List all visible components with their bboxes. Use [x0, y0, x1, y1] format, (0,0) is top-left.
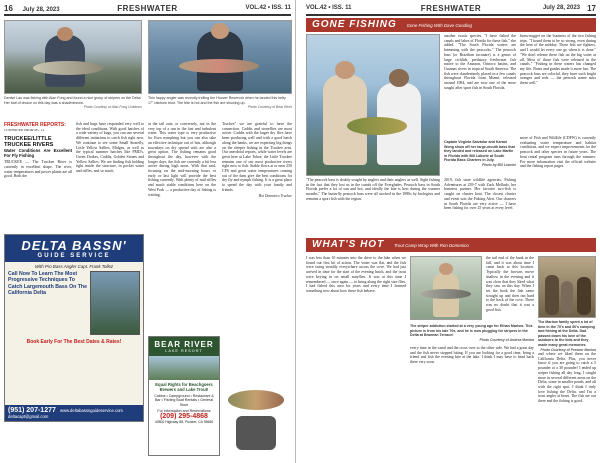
article-column-2	[444, 178, 516, 234]
bass-fish	[347, 117, 407, 135]
article-column-4	[520, 136, 596, 234]
article-text: Truckee" we are grateful to have the connection. Caddis and stoneflies are most active. Caddis with the larger dry flies have been producing well and with a good hatch along the banks, we are expecting big things on the sleeper fishing in the Truckee area. Our anecdotal reports, while water levels are great here at Lake Tahoe, the Little Truckee remains one of our most productive rivers right now to fish. Stable flows at or near 250 CFS and great water temperatures coming out of the dam give the best conditions for dry fly and nymph fishing. It is a great place to spend the day with your family and friends.	[222, 122, 292, 192]
truckee-heading: TRUCKEE/LITTLE TRUCKEE RIVERS	[4, 135, 54, 148]
banner-subtitle: Trout Camp Wrap With Ron Domenico	[393, 243, 469, 248]
caption-text: This happy angler was recently trolling the Hoover Reservoir when he landed this hefty 17" rainbow trout. The bite is hot and the fish are showing up.	[148, 96, 286, 105]
article-column-1	[444, 34, 516, 138]
family-member-3	[577, 277, 591, 315]
article-text: every time in the canal and the cross over to the other side. We had a great day and the fish never stopped biting. If you are looking for a good time, bring a friend and fish the evening bite at the lake. I think I may have to head back there very soon.	[410, 346, 534, 365]
ad-phone[interactable]: (951) 207-1277	[8, 407, 56, 414]
ad-website[interactable]: www.deltabassnguideservice.com	[60, 408, 123, 413]
header-rule	[306, 14, 596, 16]
photo-angler-striper	[4, 20, 142, 94]
ad-line-1: Equal Rights for Beachgoers	[155, 382, 213, 387]
rainbow-trout-fish	[179, 59, 259, 73]
photo-credit: Photo by Bill Laborie	[482, 162, 516, 167]
photo-young-angler	[410, 256, 482, 320]
article-text: the tail end of the bank in the fall, and it was about time I came back to this location. Typically the browns move shallow in the evening and it was clear that they liked what they saw on this day. When I set the hook the fish came straight up and then ran hard to the back of the cove. There was no doubt that it was a good fish.	[486, 256, 534, 312]
photo-marlow-family	[538, 256, 596, 318]
angler-head	[57, 27, 73, 41]
photo-credit: Photo Courtesy of Andrea Marlow	[479, 337, 534, 342]
hot-column-4	[538, 352, 596, 456]
issue-date: July 28, 2023	[542, 5, 580, 11]
angler-head-2	[389, 69, 409, 87]
article-text: at the tail outs, or conversely, not in the very top of a run in the fast and turbulent water. This water type is very productive for Euro nymphing but you can also take an effective technique out of bits, although nowadays on dry spread with are also a great option. The fishing remains good throughout the day, however with the longer days, the fish are currently a bit less active during high noon. With that said, focusing on the mid-morning hours or early or last light will provide the best fishing currently. With plenty of mid riffles and much stable conditions here on the West Fork — a productive day of fishing is waiting.	[148, 122, 216, 197]
photo-caption-1	[4, 96, 142, 110]
caption-text: The striper addiction started at a very young age for Ethan Marlow. This picture is from his late 70s, and he is now plugging for stripers in the Delta at Brannan Terrace!	[410, 324, 533, 338]
right-page-header	[306, 4, 596, 14]
ad-logo-block	[149, 337, 219, 356]
ad-address: 40800 Highway 88, Pioneer, CA 95666	[154, 420, 214, 425]
left-page-header	[4, 4, 291, 14]
article-text: more of Fish and Wildlife (CDFW) is currently evaluating water temperature and habitat conditions, and we expect improvements for the peacock and other species in future years. The boat rental program runs through the summer. For more information visit the official website and the fishing report pages.	[520, 136, 596, 169]
ad-line-3: Cabins • Campground • Restaurant & Bar • Fishing Boat Rentals • General Store	[154, 394, 214, 407]
caption-text: Captain Virginia Salvador and Karani Wong show off her large-mouth bass that they landed and released on Lake Martin in Florida with Bill Laborie at South Florida Bass Charters in July.	[444, 140, 515, 163]
ad-phone[interactable]: (209) 295-4868	[160, 413, 208, 421]
article-column-4	[222, 122, 292, 332]
photo-caption-top	[444, 140, 516, 168]
ad-logo-sub: LAKE RESORT	[165, 349, 203, 353]
article-text: 2019, fish state wildlife agencies, Fishing Adventures at 239-7 with Zack Mellado, her business partner. Her favorite two-fish is caught on charter boat. The closest charter and event was the Fishing Alert. Our charters in South Florida are very active — I have been fishing for over 25 years at every level.	[444, 178, 516, 211]
banner-title: WHAT'S HOT	[312, 239, 385, 250]
ad-photo-bass	[90, 271, 140, 335]
masthead: FRESHWATER	[117, 4, 178, 13]
hot-column-1	[306, 256, 406, 456]
bear-river-ad[interactable]	[148, 336, 220, 456]
right-page	[302, 0, 600, 463]
ad-subtitle: GUIDE SERVICE	[37, 253, 111, 259]
photo-rainbow-trout	[148, 20, 292, 94]
volume: VOL.42 • ISS. 11	[306, 5, 352, 11]
child-head	[439, 263, 453, 275]
left-page	[0, 0, 296, 463]
banner-title: GONE FISHING	[312, 19, 397, 30]
ad-line-2: Brewers and Lake Trout!	[159, 387, 209, 392]
angler-head-1	[335, 61, 355, 79]
ad-cta: Book Early For The Best Dates & Rates!	[26, 339, 122, 345]
header-rule	[4, 14, 291, 16]
ad-email[interactable]: deltacapt@gmail.com	[8, 414, 49, 419]
photo-credit: Photo Courtesy of Alan Fong Outdoors	[83, 105, 142, 110]
delta-bassn-ad[interactable]	[4, 234, 144, 422]
page-number: 17	[587, 4, 596, 13]
gone-fishing-banner	[306, 18, 596, 32]
photo-peacock-bass-anglers	[306, 34, 440, 176]
whats-hot-banner	[306, 238, 596, 252]
caption-text: The Marlow family spent a lot of time in the 70's and 80's camping and fishing at the Delta. Dad passed down his love of the outdoors to the kids and they made many great memories.	[538, 320, 595, 347]
truckee-subheading: Water Conditions Are Excellent For Fly Fishing	[4, 148, 72, 159]
article-text: "The peacock bass is doubly sought by anglers and their anglers as well. Sight fishing in the fact that they lost us in the canals off the Everglades. Peacock bass in South Florida prefer a lot of sun and hot, and ideally the bite is best during the warmer months." The butterfly peacock bass were all stocked in the 1980s by biologists and remains a sport fish with the region.	[306, 178, 440, 201]
article-text: another exotic species. "I have fished the canals and lakes of Florida for these fish," she added. "The South Florida waters are brimming with the peacocks." The peacock bass (or Brazilian tucunare) is a genus of large cichlids, predatory freshwater fish native to the Amazon, Orinoco basins, and Guianas rivers in tropical South America. The fish were clandestinely placed in a few canals throughout Florida from Miami, released around 1984, and are now one of the more sought after sport fish in South Florida.	[444, 34, 516, 90]
reports-heading: FRESHWATER REPORTS:	[4, 122, 66, 128]
ad-photo-lake	[149, 356, 219, 380]
truckee-lead: TRUCKEE — The Truckee River is currently in excellent shape. The river, water temperatures and power plants are all good. Both the	[4, 160, 72, 179]
ad-body: Call Now To Learn The Most Progressive Techniques To Catch Largemouth Bass On The California Delta	[8, 271, 87, 297]
ad-logo-block	[5, 235, 143, 262]
ad-title: DELTA BASSN'	[21, 238, 127, 253]
article-text: I was less than 10 minutes into the drive to the lake when we found our first bit of action. The water was flat, and the fish were rising steadily everywhere across the cove. We had just arrived in time for the start of the evening hatch, and the trout were keying in on small mayflies. It was at this time I remembered — once again — to bring along the right size flies. I had fished this area for years and every time I learned something new about how these fish behave.	[306, 256, 406, 293]
angler-silhouette	[236, 416, 276, 450]
article-column-2	[76, 122, 144, 230]
hot-column-2	[486, 256, 534, 326]
photo-caption-right	[538, 320, 596, 352]
angler-head	[211, 23, 229, 39]
caption-text: Denise Lau was fishing with Alan Fong and found a nice group of stripers on the Delta. Her bait of choice on this day was a shad/minnow.	[4, 96, 142, 105]
reports-continued: CONTINUED FROM PG. 14	[4, 128, 44, 132]
photo-caption-2	[148, 96, 292, 110]
article-column-3	[520, 34, 596, 134]
page-number: 16	[4, 4, 13, 13]
article-text: brass-nugget on the business of the two fishing trips. "I found them to be so strong, even during the heat of the midday. These fish are fighters, and I would let every one go when it is done." "We don't release these fish on the big water at all. Most of those fish were released in the canals." "Fishing in these waters has changed my life. Boats and guides made it more fun. The peacock bass are colorful, they have such bright oranges and reds — the peacock name suits them well."	[520, 34, 596, 86]
article-column-3	[148, 122, 216, 332]
article-signature: Hot Domenico Truckee	[258, 193, 292, 198]
banner-subtitle: Gone Fishing With Dave Gooding	[406, 23, 472, 28]
ad-tagline: With Pro Bass Angler Capt. Frank Tellez	[34, 264, 114, 269]
striper-fish	[421, 289, 471, 299]
volume: VOL.42 • ISS. 11	[245, 5, 291, 11]
ad-logo: BEAR RIVER	[154, 340, 214, 349]
reports-column	[4, 122, 72, 230]
ad-line-4: For information and Reservations	[157, 409, 211, 414]
family-member-2	[561, 281, 573, 315]
fish-body	[228, 390, 284, 410]
article-column-1b	[306, 178, 440, 234]
article-text: and where we liked them on the California Delta. Plus, you never know if you are going to catch a 5 pounder or a 30 pounder! I ended up striper fishing all day long. I caught more in several different areas on the Delta, some in smaller ponds, and all with the right spot. I think I truly love fishing the Delta, and I'm a trout angler at heart. The fish are out there and the fishing is good.	[538, 352, 596, 404]
trout-illustration	[224, 380, 290, 456]
photo-credit: Photo Courtesy of Bear River	[247, 105, 292, 110]
issue-date: July 28, 2023	[22, 7, 60, 13]
family-member-1	[545, 275, 559, 315]
article-text: fish and bugs have responded very well to the ideal conditions. With good hatches of a wide variety of bugs, you can use several different imitations to catch fish right now. We continue to see some Small Stonefly, Little Yellow Sallies, Midges, as well as the typical summer hatches like PMD's, Green Drakes, Caddis, Golden Stones and Yellow Sallies. We are finding fish holding tight inside the structure, in pocket water and riffles, and so much	[76, 122, 144, 174]
masthead: FRESHWATER	[420, 4, 482, 13]
striper-fish	[33, 61, 103, 75]
photo-caption-bottom	[410, 324, 534, 342]
photo-credit: Photo Courtesy of Preston Marlow	[540, 347, 596, 352]
hot-column-3	[410, 346, 534, 456]
